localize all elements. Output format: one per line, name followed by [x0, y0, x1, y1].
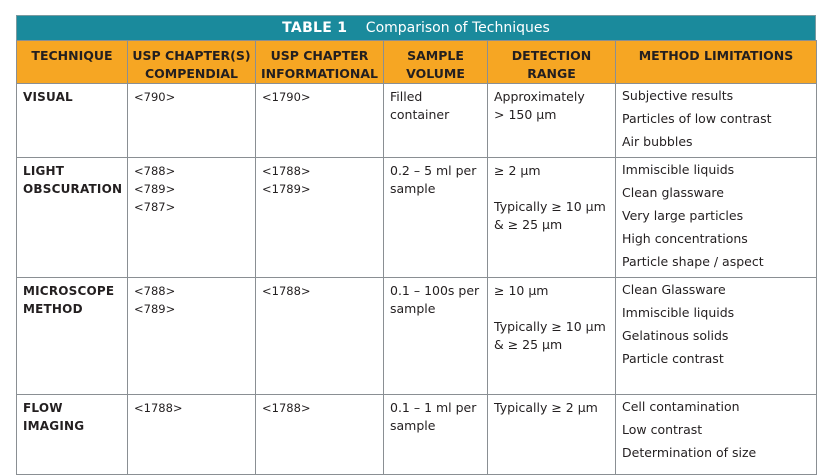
header-limitations	[616, 41, 817, 84]
cell-text: VISUAL	[23, 90, 73, 104]
table-title-bar	[16, 15, 816, 40]
cell-text: Particle contrast	[622, 351, 724, 366]
header-informational	[256, 41, 384, 84]
table-header-row	[17, 41, 817, 84]
cell-text: Approximately	[494, 89, 585, 104]
table-body	[17, 84, 817, 475]
cell-text: Determination of size	[622, 445, 757, 460]
cell-text: Clean glassware	[622, 185, 724, 200]
detection-range-cell	[488, 278, 616, 395]
header-volume	[384, 41, 488, 84]
cell-text: 0.1 – 100s per	[390, 283, 480, 298]
cell-text: Immiscible liquids	[622, 305, 735, 320]
sample-volume-cell	[384, 158, 488, 278]
cell-text: Very large particles	[622, 208, 744, 223]
table-caption: Comparison of Techniques	[365, 20, 550, 36]
informational-chapter-cell	[256, 278, 384, 395]
cell-text: Particles of low contrast	[622, 111, 772, 126]
table-row	[17, 158, 817, 278]
cell-text: & ≥ 25 µm	[494, 217, 563, 232]
header-label: TECHNIQUE	[31, 48, 113, 63]
header-label: RANGE	[527, 66, 576, 81]
cell-text: <788>	[134, 284, 176, 298]
cell-text: sample	[390, 301, 436, 316]
detection-range-cell	[488, 158, 616, 278]
cell-text: MICROSCOPE	[23, 284, 115, 298]
informational-chapter-cell	[256, 84, 384, 158]
cell-text: container	[390, 107, 450, 122]
compendial-chapter-cell	[128, 84, 256, 158]
header-label: VOLUME	[406, 66, 465, 81]
method-limitations-cell	[616, 158, 817, 278]
cell-text: ≥ 2 µm	[494, 163, 541, 178]
cell-text: <1788>	[134, 401, 183, 415]
sample-volume-cell	[384, 278, 488, 395]
cell-text: High concentrations	[622, 231, 748, 246]
cell-text: Typically ≥ 10 µm	[494, 319, 606, 334]
cell-text: Typically ≥ 10 µm	[494, 199, 606, 214]
cell-text: <1789>	[262, 182, 311, 196]
header-label: COMPENDIAL	[144, 66, 239, 81]
technique-cell	[17, 278, 128, 395]
cell-text: Gelatinous solids	[622, 328, 729, 343]
cell-text	[494, 180, 609, 198]
cell-text: Filled	[390, 89, 423, 104]
cell-text	[494, 300, 609, 318]
cell-text: <787>	[134, 200, 176, 214]
header-label: USP CHAPTER	[270, 48, 369, 63]
table-row	[17, 278, 817, 395]
header-label: DETECTION	[511, 48, 592, 63]
compendial-chapter-cell	[128, 395, 256, 475]
cell-text: & ≥ 25 µm	[494, 337, 563, 352]
cell-text: Immiscible liquids	[622, 162, 735, 177]
sample-volume-cell	[384, 84, 488, 158]
compendial-chapter-cell	[128, 158, 256, 278]
cell-text: <789>	[134, 182, 176, 196]
cell-text: sample	[390, 418, 436, 433]
header-range	[488, 41, 616, 84]
header-label: INFORMATIONAL	[261, 66, 378, 81]
cell-text: <1790>	[262, 90, 311, 104]
cell-text: <1788>	[262, 401, 311, 415]
method-limitations-cell	[616, 395, 817, 475]
table-row	[17, 395, 817, 475]
table-label: TABLE 1	[282, 20, 348, 36]
cell-text: 0.2 – 5 ml per	[390, 163, 477, 178]
cell-text: <788>	[134, 164, 176, 178]
method-limitations-cell	[616, 84, 817, 158]
cell-text: sample	[390, 181, 436, 196]
technique-cell	[17, 84, 128, 158]
cell-text: Low contrast	[622, 422, 703, 437]
detection-range-cell	[488, 395, 616, 475]
techniques-table	[16, 40, 817, 475]
cell-text: LIGHT	[23, 164, 65, 178]
header-label: SAMPLE	[407, 48, 464, 63]
header-compendial	[128, 41, 256, 84]
cell-text: ≥ 10 µm	[494, 283, 549, 298]
cell-text: Air bubbles	[622, 134, 693, 149]
cell-text: Subjective results	[622, 88, 734, 103]
cell-text: IMAGING	[23, 419, 85, 433]
cell-text: <790>	[134, 90, 176, 104]
cell-text: 0.1 – 1 ml per	[390, 400, 477, 415]
comparison-table	[16, 15, 816, 475]
sample-volume-cell	[384, 395, 488, 475]
header-label: METHOD LIMITATIONS	[638, 48, 794, 63]
cell-text: <1788>	[262, 284, 311, 298]
technique-cell	[17, 395, 128, 475]
method-limitations-cell	[616, 278, 817, 395]
detection-range-cell	[488, 84, 616, 158]
cell-text: Clean Glassware	[622, 282, 726, 297]
cell-text: Typically ≥ 2 µm	[494, 400, 598, 415]
cell-text: Particle shape / aspect	[622, 254, 764, 269]
cell-text: <789>	[134, 302, 176, 316]
cell-text: FLOW	[23, 401, 63, 415]
header-label: USP CHAPTER(S)	[132, 48, 251, 63]
cell-text: Cell contamination	[622, 399, 740, 414]
technique-cell	[17, 158, 128, 278]
header-technique	[17, 41, 128, 84]
compendial-chapter-cell	[128, 278, 256, 395]
cell-text: OBSCURATION	[23, 182, 123, 196]
cell-text: <1788>	[262, 164, 311, 178]
informational-chapter-cell	[256, 395, 384, 475]
table-row	[17, 84, 817, 158]
cell-text: METHOD	[23, 302, 83, 316]
informational-chapter-cell	[256, 158, 384, 278]
cell-text: > 150 µm	[494, 107, 557, 122]
